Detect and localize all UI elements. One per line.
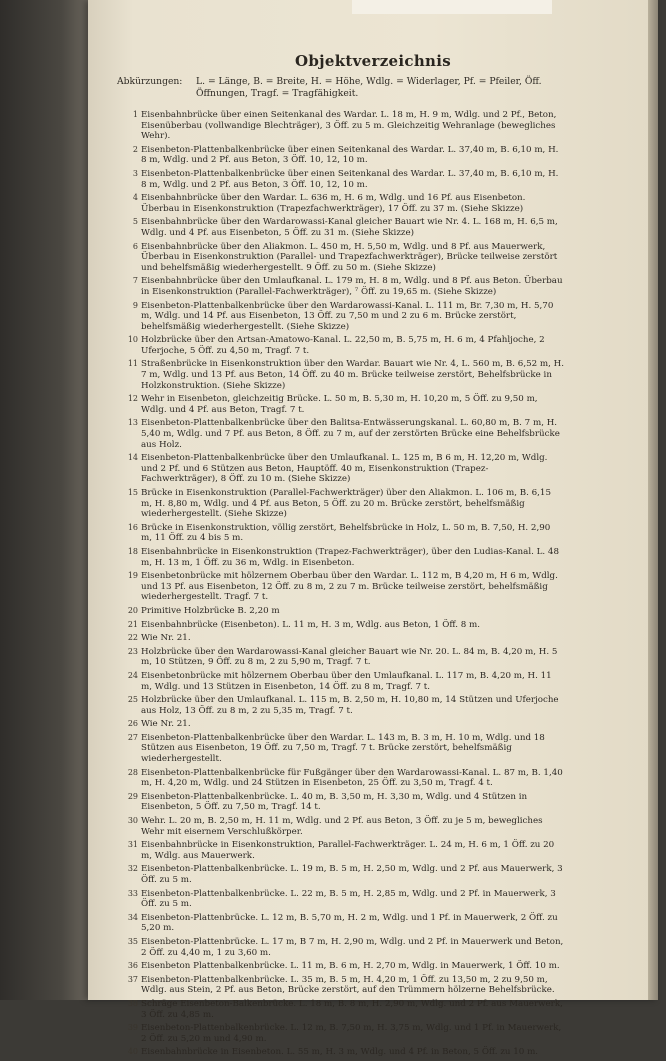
entry-number: 29 bbox=[127, 791, 138, 801]
entry-text: Wie Nr. 21. bbox=[141, 633, 191, 644]
entry-number: 24 bbox=[127, 670, 138, 680]
list-item bbox=[124, 913, 564, 934]
entry-text: Holzbrücke über den Artsan-Amatowo-Kanal. L. 22,50 m, B. 5,75 m, H. 6 m, 4 Pfahljoche, 2 Uferjoche, 5 Öff. zu 4,50 m, Tragf. 7 t. bbox=[141, 335, 545, 356]
entry-text: Eisenbeton-Plattenbrücke. L. 12 m, B. 5,70 m, H. 2 m, Wdlg. und 1 Pf. in Mauerwerk, 2 Öff. zu 5,20 m. bbox=[141, 912, 558, 934]
entry-number: 28 bbox=[127, 767, 138, 777]
entry-number: 26 bbox=[127, 719, 138, 729]
entry-number: 40 bbox=[127, 1047, 138, 1057]
list-item bbox=[124, 301, 564, 333]
entry-number: 25 bbox=[127, 695, 138, 705]
entry-text: Eisenbeton-Plattenbalkenbrücke. L. 35 m, B. 5 m, H. 4,20 m, 1 Öff. zu 13,50 m, 2 zu 9,50 m, Wdlg. aus Stein, 2 Pf. aus Beton, Brücke zerstört, auf den Trümmern hölzerne Behelfsbrücke. bbox=[141, 974, 555, 996]
entry-number: 27 bbox=[127, 732, 138, 742]
entry-text: Straßenbrücke in Eisenkonstruktion über den Wardar. Bauart wie Nr. 4, L. 560 m, B. 6,52 m, H. 7 m, Wdlg. und 13 Pf. aus Beton, 14 Öff. zu 40 m. Brücke teilweise zerstört, Behelfsbrücke in Holzkonstruktion. (Siehe Skizze) bbox=[141, 359, 564, 391]
entry-number: 1 bbox=[132, 110, 138, 119]
top-paper-strip bbox=[352, 0, 552, 14]
left-background-edge bbox=[0, 0, 88, 1000]
entry-text: Eisenbahnbrücke in Eisenkonstruktion (Trapez-Fachwerkträger), über den Ludias-Kanal. L. 48 m, H. 13 m, 1 Öff. zu 36 m, Wdlg. in Eisenbeton. bbox=[141, 546, 559, 568]
entry-number: 34 bbox=[127, 912, 138, 922]
document-sheet bbox=[88, 0, 658, 1058]
entry-number: 35 bbox=[127, 936, 138, 946]
entry-text: Eisenbeton-Plattenbalkenbrücke über den Wardar. L. 143 m, B. 3 m, H. 10 m, Wdlg. und 18 Stützen aus Eisenbeton, 19 Öff. zu 7,50 m, Tragf. 7 t. Brücke zerstört, behelfsmäßig wiederhergestellt. bbox=[141, 732, 545, 765]
entry-number: 10 bbox=[127, 335, 138, 345]
entry-number: 22 bbox=[127, 633, 138, 643]
entry-number: 12 bbox=[127, 394, 138, 404]
entry-text: Wehr in Eisenbeton, gleichzeitig Brücke. L. 50 m, B. 5,30 m, H. 10,20 m, 5 Öff. zu 9,50 m, Wdlg. und 4 Pf. aus Beton, Tragf. 7 t. bbox=[141, 394, 538, 415]
list-item bbox=[124, 193, 564, 214]
list-item bbox=[124, 453, 564, 485]
entry-text: Eisenbetonbrücke mit hölzernem Oberbau über den Wardar. L. 112 m, B 4,20 m, H 6 m, Wdlg. und 13 Pf. aus Eisenbeton, 12 Öff. zu 8 m, 2 zu 7 m. Brücke teilweise zerstört, behelfsmäßig wiederhergestellt. Tragf. 7 t. bbox=[141, 571, 558, 603]
entry-number: 4 bbox=[132, 193, 138, 203]
entry-number: 21 bbox=[127, 619, 138, 629]
entry-number: 32 bbox=[127, 864, 138, 874]
list-item bbox=[124, 1023, 564, 1044]
entry-text: Primitive Holzbrücke B. 2,20 m bbox=[141, 605, 280, 616]
list-item bbox=[124, 937, 564, 958]
entry-text: Eisenbetonbrücke mit hölzernem Oberbau über den Umlaufkanal. L. 117 m, B. 4,20 m, H. 11 m, Wdlg. und 13 Stützen in Eisenbeton, 14 Öff. zu 8 m, Tragf. 7 t. bbox=[141, 670, 552, 692]
list-item bbox=[124, 620, 564, 631]
entry-text: Wie Nr. 21. bbox=[141, 719, 191, 730]
entry-number: 7 bbox=[132, 276, 138, 286]
entry-number: 19 bbox=[127, 571, 138, 581]
entry-number: 30 bbox=[127, 816, 138, 826]
entry-text: Eisenbeton-Plattenbalkenbrücke. L. 19 m, B. 5 m, H. 2,50 m, Wdlg. und 2 Pf. aus Mauerwerk, 3 Öff. zu 5 m. bbox=[141, 864, 563, 885]
entry-number: 11 bbox=[127, 359, 138, 369]
entry-text: Eisenbeton-Plattenbalkenbrücke. L. 22 m, B. 5 m, H. 2,85 m, Wdlg. und 2 Pf. in Mauerwerk, 3 Öff. zu 5 m. bbox=[141, 888, 556, 910]
list-item bbox=[124, 418, 564, 450]
list-item bbox=[124, 335, 564, 356]
entry-number: 2 bbox=[132, 144, 138, 154]
list-item bbox=[124, 217, 564, 238]
entry-text: Eisenbeton-Plattenbalkenbrücke über einen Seitenkanal des Wardar. L. 37,40 m, B. 6,10 m, H. 8 m, Wdlg. und 2 Pf. aus Beton, 3 Öff. 10, 12, 10 m. bbox=[141, 144, 559, 166]
entry-text: Eisenbeton-Plattenbalkenbrücke über den Umlaufkanal. L. 125 m, B 6 m, H. 12,20 m, Wdlg. und 2 Pf. und 6 Stützen aus Beton, Hauptöff. 40 m, Eisenkonstruktion (Trapez-Fachwerkträger), 8 Öff. zu 10 m. (Siehe Skizze) bbox=[141, 453, 548, 485]
list-item bbox=[124, 110, 564, 142]
list-item bbox=[124, 145, 564, 166]
list-item bbox=[124, 840, 564, 861]
entry-number: 5 bbox=[132, 217, 138, 227]
entry-text: Holzbrücke über den Umlaufkanal. L. 115 m, B. 2,50 m, H. 10,80 m, 14 Stützen und Uferjoche aus Holz, 13 Öff. zu 8 m, 2 zu 5,35 m, Tragf. 7 t. bbox=[141, 695, 559, 716]
entry-text: Eisenbeton-Plattenbalkenbrücke über den Balitsa-Entwässerungskanal. L. 60,80 m, B. 7 m, H. 5,40 m, Wdlg. und 7 Pf. aus Beton, 8 Öff. zu 7 m, auf der zerstörten Brücke eine Behelfsbrücke aus Holz. bbox=[141, 418, 560, 450]
list-item bbox=[124, 816, 564, 837]
list-item bbox=[124, 961, 564, 972]
entry-text: Brücke in Eisenkonstruktion, völlig zerstört, Behelfsbrücke in Holz, L. 50 m, B. 7,50, H. 2,90 m, 11 Öff. zu 4 bis 5 m. bbox=[141, 522, 551, 544]
entry-number: 9 bbox=[132, 300, 138, 310]
entry-text: Holzbrücke über den Wardarowassi-Kanal gleicher Bauart wie Nr. 20. L. 84 m, B. 4,20 m, H. 5 m, 10 Stützen, 9 Öff. zu 8 m, 2 zu 5,90 m, Tragf. 7 t. bbox=[141, 646, 558, 668]
list-item bbox=[124, 768, 564, 789]
list-item bbox=[124, 792, 564, 813]
entry-text: Schräge Eisenbeton-Balkenbrücke. L. 18 m, B. 8 m, H. 2,90 m, Wdlg. und 2 Pf. aus Mauerwerk, 3 Öff. zu 4,85 m. bbox=[141, 998, 563, 1020]
list-item bbox=[124, 671, 564, 692]
entry-number: 38 bbox=[127, 998, 138, 1008]
entry-text: Eisenbahnbrücke über einen Seitenkanal des Wardar. L. 18 m, H. 9 m, Wdlg. und 2 Pf., Beton, Eisenüberbau (vollwandige Blechträger), 3 Öff. zu 5 m. Gleichzeitig Wehranlage (bewegliches Wehr). bbox=[141, 110, 557, 142]
list-item bbox=[124, 647, 564, 668]
entry-text: Eisenbahnbrücke über den Wardar. L. 636 m, H. 6 m, Wdlg. und 16 Pf. aus Eisenbeton. Überbau in Eisenkonstruktion (Trapezfachwerkträger), 17 Öff. zu 37 m. (Siehe Skizze) bbox=[141, 193, 526, 214]
entry-number: 6 bbox=[132, 241, 138, 251]
entry-text: Eisenbahnbrücke über den Umlaufkanal. L. 179 m, H. 8 m, Wdlg. und 8 Pf. aus Beton. Überbau in Eisenkonstruktion (Parallel-Fachwerkträger), ⁷ Öff. zu 19,65 m. (Siehe Skizze) bbox=[141, 276, 563, 297]
entry-number: 3 bbox=[132, 168, 138, 178]
abbreviations-legend bbox=[117, 76, 557, 100]
entry-text: Eisenbeton-Plattenbalkenbrücke. L. 40 m, B. 3,50 m, H. 3,30 m, Wdlg. und 4 Stützen in Eisenbeton, 5 Öff. zu 7,50 m, Tragf. 14 t. bbox=[141, 791, 528, 813]
entry-number: 23 bbox=[127, 646, 138, 656]
entry-text: Eisenbeton-Plattenbalkenbrücke für Fußgänger über den Wardarowassi-Kanal. L. 87 m, B. 1,40 m, H. 4,20 m, Wdlg. und 24 Stützen in Eisenbeton, 25 Öff. zu 3,50 m, Tragf. 4 t. bbox=[141, 767, 563, 789]
list-item bbox=[124, 975, 564, 996]
list-item bbox=[124, 523, 564, 544]
list-item bbox=[124, 169, 564, 190]
abbreviations-text: L. = Länge, B. = Breite, H. = Höhe, Wdlg. = Widerlager, Pf. = Pfeiler, Öff. Öffnungen, Tragf. = Tragfähigkeit. bbox=[196, 76, 542, 99]
entry-number: 13 bbox=[127, 418, 138, 428]
list-item bbox=[124, 695, 564, 716]
document-title: Objektverzeichnis bbox=[295, 52, 451, 70]
entry-number: 33 bbox=[127, 888, 138, 898]
entry-number: 37 bbox=[127, 974, 138, 984]
list-item bbox=[124, 606, 564, 617]
entry-text: Eisenbeton Plattenbalkenbrücke. L. 11 m, B. 6 m, H. 2,70 m, Wdlg. in Mauerwerk, 1 Öff. 10 m. bbox=[141, 961, 560, 972]
list-item bbox=[124, 547, 564, 568]
entry-number: 18 bbox=[127, 546, 138, 556]
entry-number: 31 bbox=[127, 840, 138, 850]
entry-text: Eisenbeton-Plattenbrücke. L. 17 m, B 7 m, H. 2,90 m, Wdlg. und 2 Pf. in Mauerwerk und Beton, 2 Öff. zu 4,40 m, 1 zu 3,60 m. bbox=[141, 936, 564, 958]
entry-text: Eisenbeton-Plattenbalkenbrücke über den Wardarowassi-Kanal. L. 111 m, Br. 7,30 m, H. 5,70 m, Wdlg. und 14 Pf. aus Eisenbeton, 13 Öff. zu 7,50 m und 2 zu 6 m. Brücke zerstört, behelfsmäßig wiederhergestellt. (Siehe Skizze) bbox=[141, 300, 554, 332]
list-item bbox=[124, 633, 564, 644]
list-item bbox=[124, 733, 564, 765]
list-item bbox=[124, 889, 564, 910]
entry-text: Eisenbeton-Plattenbalkenbrücke über einen Seitenkanal des Wardar. L. 37,40 m, B. 6,10 m, H. 8 m, Wdlg. und 2 Pf. aus Beton, 3 Öff. 10, 12, 10 m. bbox=[141, 168, 559, 190]
list-item bbox=[124, 571, 564, 603]
entry-number: 16 bbox=[127, 522, 138, 532]
entry-number: 15 bbox=[127, 488, 138, 497]
object-list bbox=[124, 110, 564, 1061]
entry-text: Eisenbeton-Plattenbalkenbrücke. L. 12 m, B. 7,50 m, H. 3,75 m, Wdlg. und 1 Pf. in Mauerwerk, 2 Öff. zu 5,20 m und 4,90 m. bbox=[141, 1023, 562, 1044]
entry-text: Eisenbahnbrücke in Eisenkonstruktion, Parallel-Fachwerkträger. L. 24 m, H. 6 m, 1 Öff. zu 20 m, Wdlg. aus Mauerwerk. bbox=[141, 840, 555, 861]
entry-number: 14 bbox=[127, 453, 138, 463]
list-item bbox=[124, 1047, 564, 1058]
list-item bbox=[124, 488, 564, 520]
list-item bbox=[124, 999, 564, 1020]
entry-number: 36 bbox=[127, 961, 138, 971]
list-item bbox=[124, 719, 564, 730]
entry-text: Eisenbahnbrücke in Eisenbeton. L. 55 m, H. 3 m, Wdlg. und 4 Pf. in Beton, 5 Öff. zu 10 m. bbox=[141, 1047, 539, 1058]
list-item bbox=[124, 864, 564, 885]
entry-text: Eisenbahnbrücke über den Wardarowassi-Kanal gleicher Bauart wie Nr. 4. L. 168 m, H. 6,5 m, Wdlg. und 4 Pf. aus Eisenbeton, 5 Öff. zu 31 m. (Siehe Skizze) bbox=[141, 217, 558, 238]
entry-text: Wehr. L. 20 m, B. 2,50 m, H. 11 m, Wdlg. und 2 Pf. aus Beton, 3 Öff. zu je 5 m, bewegliches Wehr mit eisernem Verschlußkörper. bbox=[141, 816, 543, 837]
list-item bbox=[124, 394, 564, 415]
entry-number: 39 bbox=[127, 1023, 138, 1033]
entry-number: 20 bbox=[127, 605, 138, 615]
entry-text: Brücke in Eisenkonstruktion (Parallel-Fachwerkträger) über den Aliakmon. L. 106 m, B. 6,15 m, H. 8,80 m, Wdlg. und 4 Pf. aus Beton, 5 Öff. zu 20 m. Brücke zerstört, behelfsmäßig wiederhergestellt. (Siehe Skizze) bbox=[141, 488, 551, 520]
list-item bbox=[124, 359, 564, 391]
right-sheet-edge bbox=[648, 0, 658, 1000]
entry-text: Eisenbahnbrücke (Eisenbeton). L. 11 m, H. 3 m, Wdlg. aus Beton, 1 Öff. 8 m. bbox=[141, 619, 481, 630]
list-item bbox=[124, 276, 564, 297]
list-item bbox=[124, 242, 564, 274]
abbreviations-label: Abkürzungen: bbox=[117, 76, 183, 87]
entry-text: Eisenbahnbrücke über den Aliakmon. L. 450 m, H. 5,50 m, Wdlg. und 8 Pf. aus Mauerwerk, Überbau in Eisenkonstruktion (Parallel- und Trapezfachwerkträger), Brücke teilweise zerstört und behelfsmäßig wiederhergestellt. 9 Öff. zu 50 m. (Siehe Skizze) bbox=[141, 241, 558, 273]
